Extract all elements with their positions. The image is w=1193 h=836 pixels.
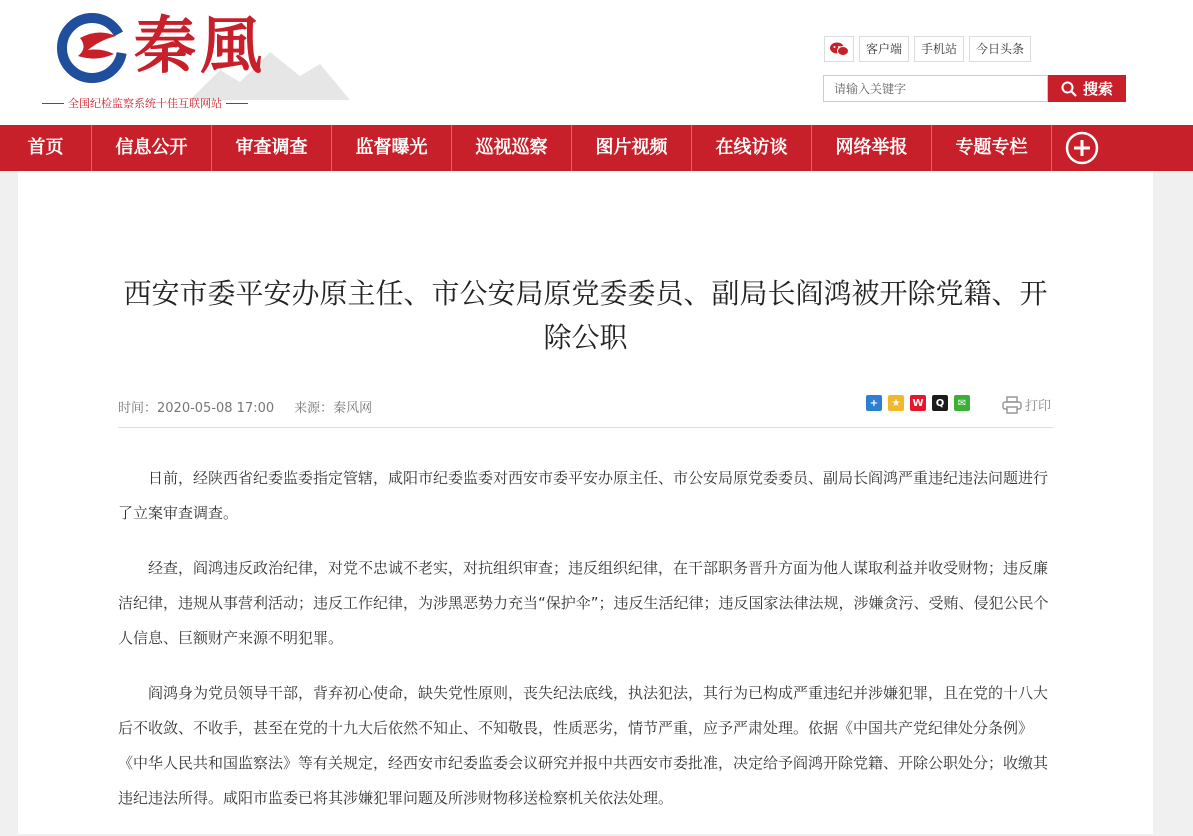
print-button[interactable] [1002, 395, 1051, 414]
search-button-label: 搜索 [1082, 80, 1113, 98]
wechat-icon [829, 41, 849, 57]
site-tagline [38, 95, 252, 111]
site-logo-text[interactable]: 秦風 [134, 9, 267, 82]
nav-item-special-topics[interactable]: 专题专栏 [932, 125, 1052, 171]
nav-item-photo-video[interactable]: 图片视频 [572, 125, 692, 171]
article-container [18, 171, 1153, 834]
article-paragraph: 阎鸿身为党员领导干部，背弃初心使命，缺失党性原则，丧失纪法底线，执法犯法，其行为已构成严重违纪并涉嫌犯罪，且在党的十八大后不收敛、不收手，甚至在党的十九大后依然不知止、不知敬畏，性质恶劣，情节严重，应予严肃处理。依据《中国共产党纪律处分条例》《中华人民共和国监察法》等有关规定，经西安市纪委监委会议研究并报中共西安市委批准，决定给予阎鸿开除党籍、开除公职处分；收缴其违纪违法所得。咸阳市监委已将其涉嫌犯罪问题及所涉财物移送检察机关依法处理。 [118, 684, 1049, 807]
qzone-icon[interactable]: ★ [888, 395, 904, 411]
article-source: 来源：秦风网 [294, 401, 373, 416]
top-links [824, 36, 1031, 62]
meta-divider [118, 427, 1053, 428]
nav-more-button[interactable] [1052, 125, 1112, 171]
search-icon [1061, 81, 1077, 97]
site-header [0, 0, 1193, 125]
wechat-link[interactable] [824, 36, 854, 62]
print-label: 打印 [1025, 399, 1052, 414]
nav-item-investigation[interactable]: 审查调查 [212, 125, 332, 171]
nav-item-online-interview[interactable]: 在线访谈 [692, 125, 812, 171]
nav-item-info-disclosure[interactable]: 信息公开 [92, 125, 212, 171]
nav-item-online-report[interactable]: 网络举报 [812, 125, 932, 171]
qq-icon[interactable]: Q [932, 395, 948, 411]
article-title: 西安市委平安办原主任、市公安局原党委委员、副局长阎鸿被开除党籍、开除公职 [123, 276, 1048, 354]
tagline-text: 全国纪检监察系统十佳互联网站 [68, 97, 222, 110]
nav-item-supervision-exposure[interactable]: 监督曝光 [332, 125, 452, 171]
search-input[interactable] [823, 75, 1048, 102]
search-bar [823, 75, 1126, 102]
site-logo-icon[interactable] [54, 10, 130, 86]
share-plus-icon[interactable]: + [866, 395, 882, 411]
client-app-link[interactable]: 客户端 [859, 36, 909, 62]
article-meta [118, 397, 372, 416]
publish-time: 时间：2020-05-08 17:00 [118, 401, 275, 416]
article-body [118, 461, 1053, 836]
nav-item-inspection[interactable]: 巡视巡察 [452, 125, 572, 171]
nav-item-home[interactable]: 首页 [0, 125, 92, 171]
tagline-rule-right [226, 103, 248, 104]
search-button[interactable] [1048, 75, 1126, 102]
share-bar [866, 395, 970, 411]
article-paragraph: 经查，阎鸿违反政治纪律，对党不忠诚不老实，对抗组织审查；违反组织纪律，在干部职务晋升方面为他人谋取利益并收受财物；违反廉洁纪律，违规从事营利活动；违反工作纪律，为涉黑恶势力充当“保护伞”；违反生活纪律；违反国家法律法规，涉嫌贪污、受贿、侵犯公民个人信息、巨额财产来源不明犯罪。 [118, 559, 1049, 647]
article-paragraph: 日前，经陕西省纪委监委指定管辖，咸阳市纪委监委对西安市委平安办原主任、市公安局原党委委员、副局长阎鸿严重违纪违法问题进行了立案审查调查。 [118, 469, 1049, 522]
plus-circle-icon [1065, 131, 1099, 165]
main-nav [0, 125, 1193, 171]
wechat-icon[interactable]: ✉ [954, 395, 970, 411]
printer-icon [1002, 396, 1022, 414]
tagline-rule-left [42, 103, 64, 104]
mobile-site-link[interactable]: 手机站 [914, 36, 964, 62]
weibo-icon[interactable]: W [910, 395, 926, 411]
toutiao-link[interactable]: 今日头条 [969, 36, 1031, 62]
